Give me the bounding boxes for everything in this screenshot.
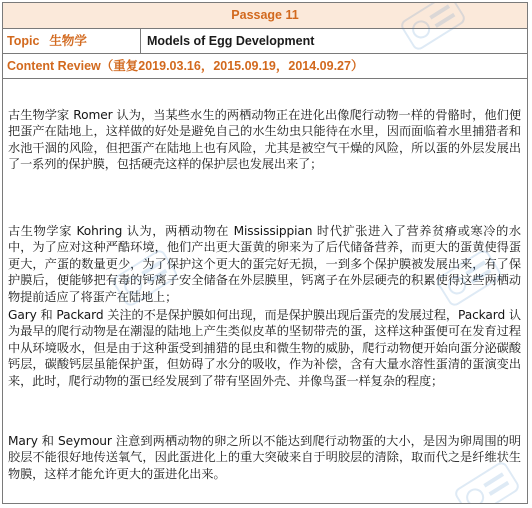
- paragraph-seymour: Mary 和 Seymour 注意到两栖动物的卵之所以不能达到爬行动物蛋的大小，是因为卵周围的明胶层不能很好地传送氧气，因此蛋进化上的重大突破来自于明胶层的清除，取而代之是纤维状生物膜，这样才能允许更大的蛋进化出来。: [8, 434, 521, 481]
- paragraph-packard: Gary 和 Packard 关注的不是保护膜如何出现，而是保护膜出现后蛋壳的发展过程，Packard 认为最早的爬行动物是在潮湿的陆地上产生类似皮革的坚韧带壳的蛋，这样这种蛋便可在发育过程中从环境吸水，但是由于这种蛋受到捕猎的昆虫和微生物的威胁，爬行动物便开始向蛋分泌碳酸钙层，碳酸钙层虽能保护蛋，但妨碍了水分的吸收，作为补偿，含有大量水溶性蛋清的蛋演变出来，此时，爬行动物的蛋已经发展到了带有坚固外壳、并像鸟蛋一样复杂的程度；: [8, 308, 521, 388]
- passage-subject-title: Models of Egg Development: [147, 34, 315, 48]
- topic-row: [3, 29, 527, 54]
- paragraph-romer: 古生物学家 Romer 认为，当某些水生的两栖动物正在进化出像爬行动物一样的骨骼时，他们便把蛋产在陆地上，这样做的好处是避免自己的水生幼虫只能待在水里，因而面临着水里捕猎者和水池干涸的风险，但把蛋产在陆地上也有风险，尤其是被空气干燥的风险，所以蛋的外层发展出了一系列的保护膜，包括硬壳这样的保护层也发展出来了；: [8, 108, 521, 172]
- passage-card: [2, 2, 528, 504]
- passage-header: [3, 3, 527, 29]
- passage-title: Passage 11: [231, 8, 299, 22]
- content-review-row: [3, 54, 527, 79]
- content-review-text: Content Review（重复2019.03.16，2015.09.19，2014.09.27）: [7, 59, 364, 73]
- topic-label: Topic: [7, 34, 40, 48]
- passage-body: [3, 80, 527, 503]
- paragraph-kohring: 古生物学家 Kohring 认为，两栖动物在 Mississippian 时代扩张进入了营养贫瘠或寒冷的水中，为了应对这种严酷环境，他们产出更大蛋黄的卵来为了后代储备营养，而更大的蛋黄使得蛋更大，产蛋的数量更少，为了保护这个更大的蛋完好无损，一到多个保护膜被发展出来，有了保护膜后，便能够把有毒的钙离子安全储备在外层膜里，钙离子在外层硬壳的积累使得这些两栖动物提前适应了将蛋产在陆地上；: [8, 224, 521, 304]
- topic-value: 生物学: [49, 33, 87, 48]
- topic-cell: [3, 29, 141, 53]
